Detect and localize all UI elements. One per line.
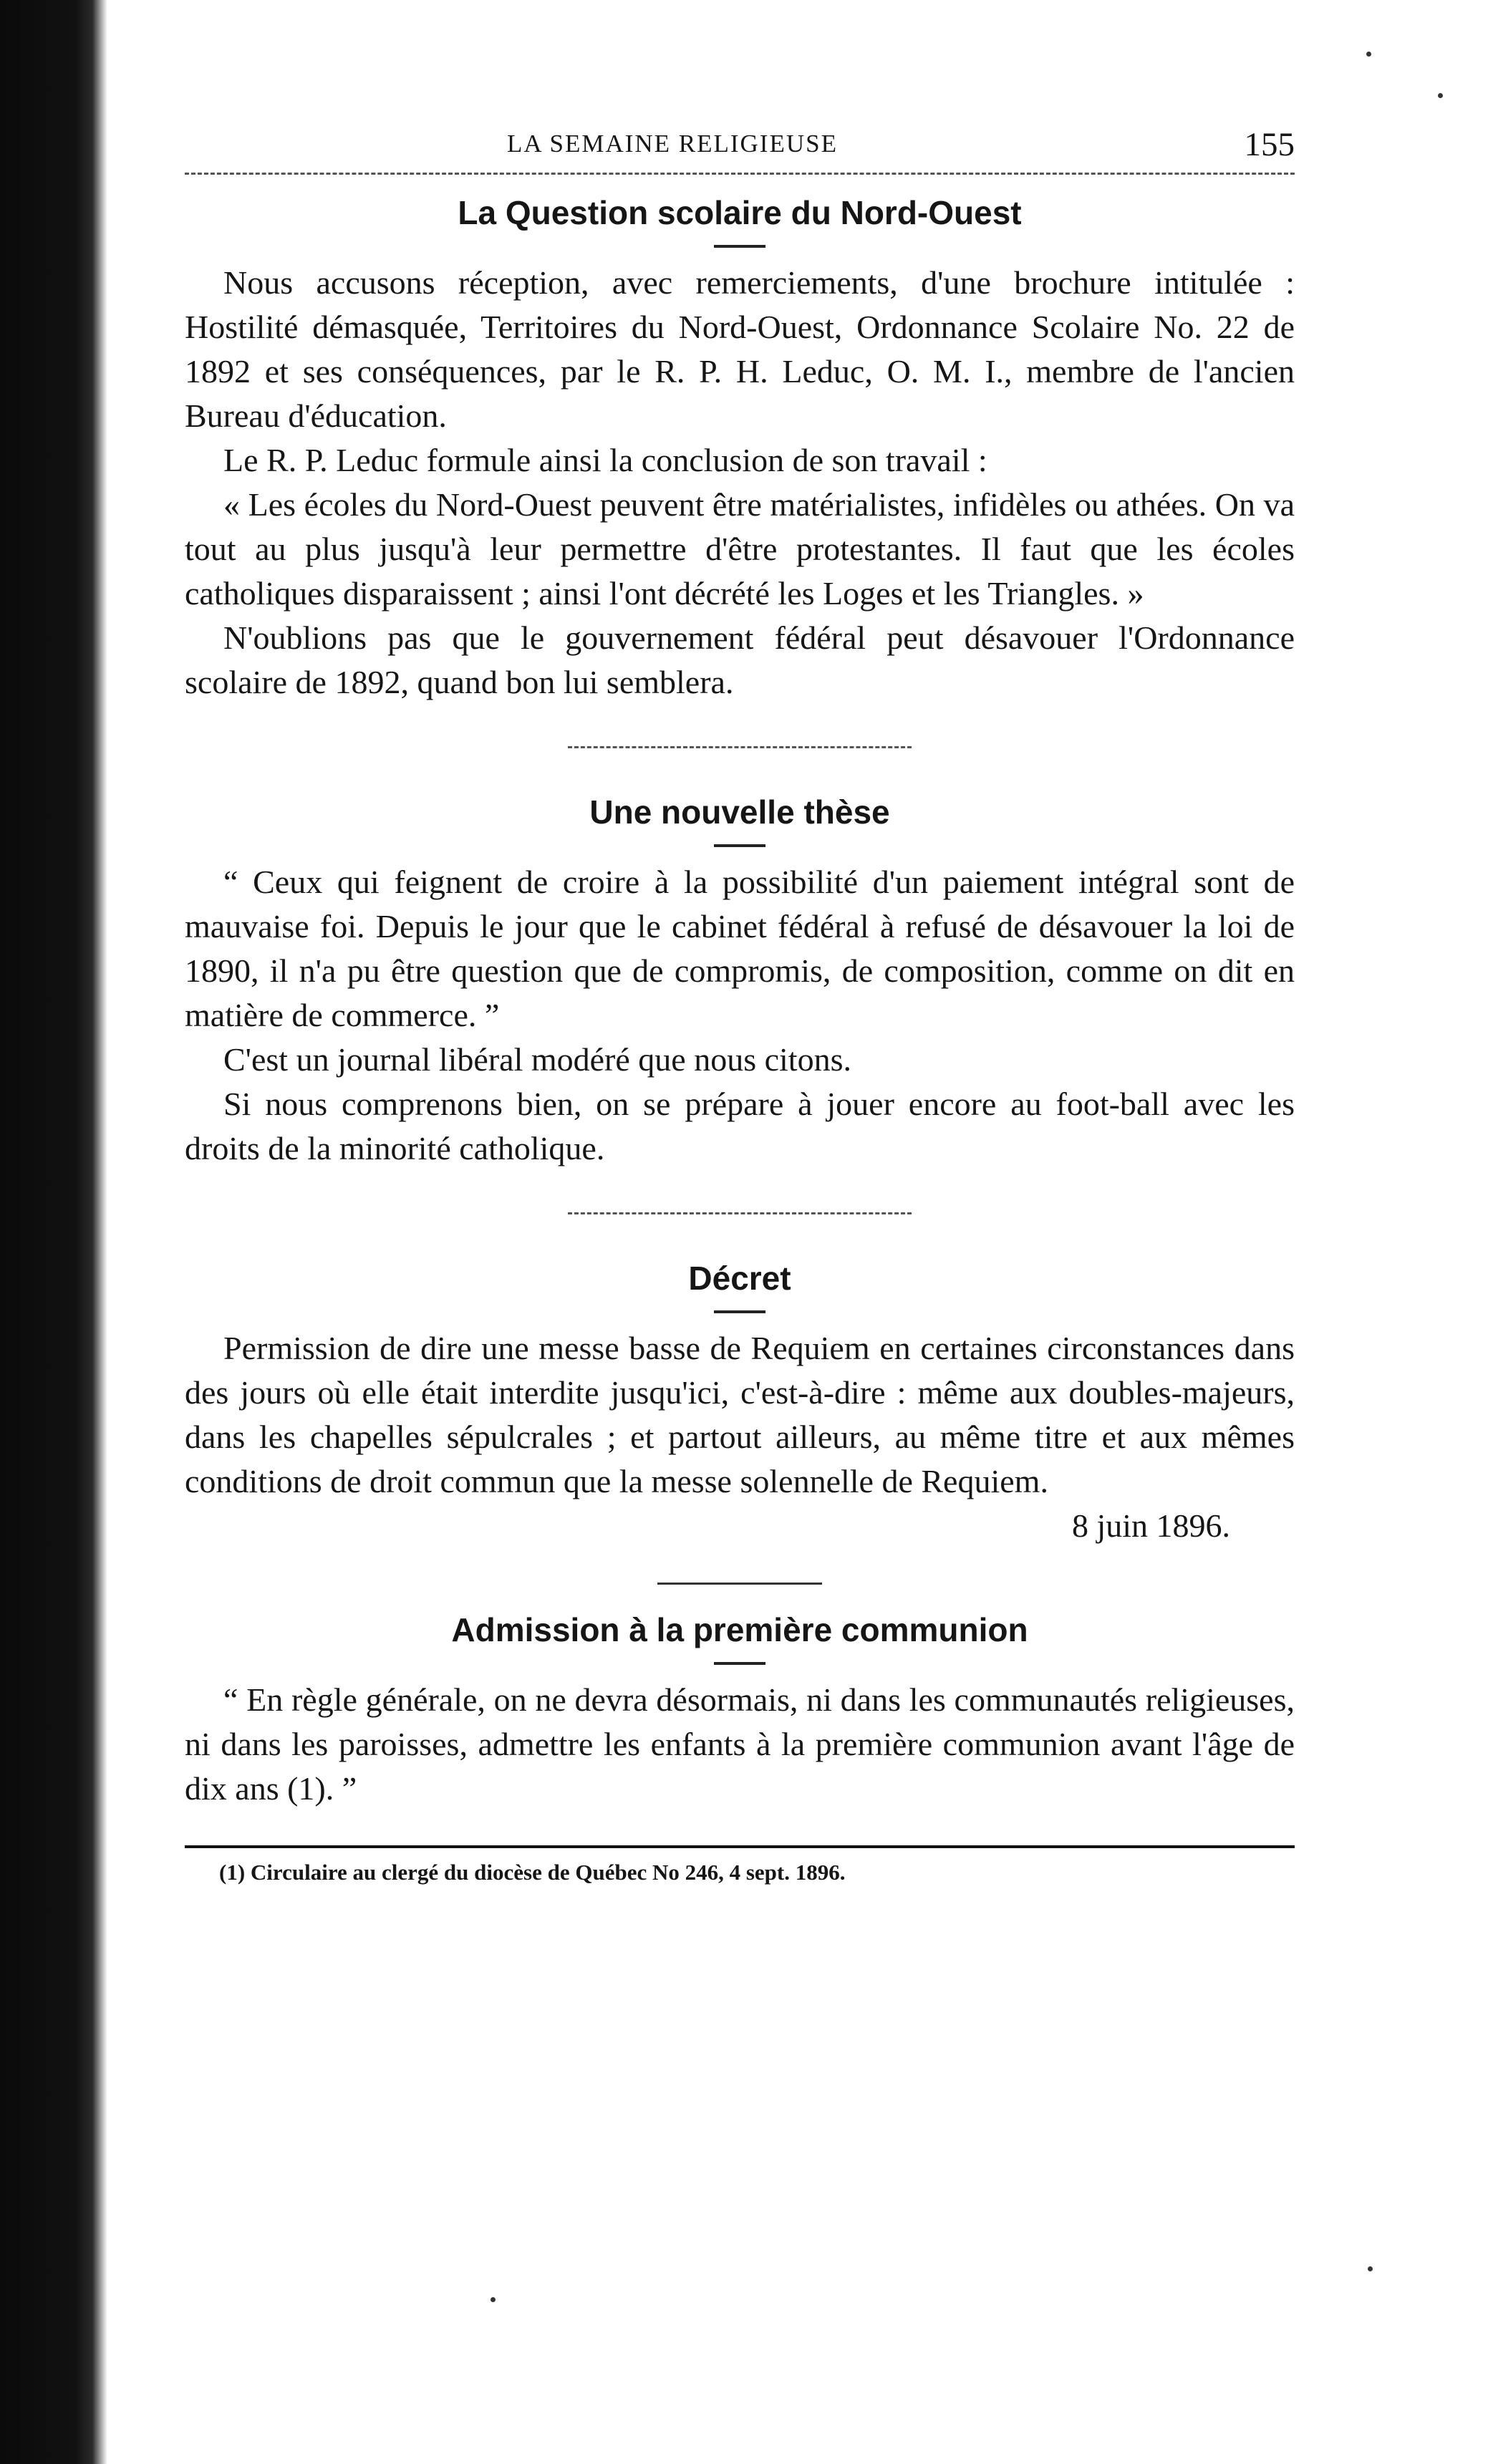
paragraph: N'oublions pas que le gouvernement fédéral peut désavouer l'Ordonnance scolaire de 1892, quand bon lui semblera.: [185, 619, 1295, 700]
paragraph: Permission de dire une messe basse de Requiem en certaines circonstances dans des jours où elle était interdite jusqu'ici, c'est-à-dire : même aux doubles-majeurs, dans les chapelles sépulcrales ; et partout ailleurs, au même titre et aux mêmes conditions de droit commun que la messe solennelle de Requiem.: [185, 1330, 1295, 1499]
section-separator: [568, 1212, 912, 1214]
article-nouvelle-these: [185, 790, 1295, 1171]
paragraph: C'est un journal libéral modéré que nous citons.: [223, 1041, 851, 1078]
title-dash: [714, 1662, 765, 1665]
section-title: La Question scolaire du Nord-Ouest: [458, 194, 1022, 231]
article-decret: [185, 1256, 1295, 1548]
scanned-page: [185, 125, 1295, 2374]
article-premiere-communion: [185, 1608, 1295, 1811]
title-dash: [714, 844, 765, 847]
scan-speck: [1368, 2266, 1373, 2271]
running-header: [185, 125, 1295, 175]
scan-speck: [1438, 93, 1443, 98]
page-binding-edge: [0, 0, 107, 2464]
footnote: (1) Circulaire au clergé du diocèse de Québec No 246, 4 sept. 1896.: [219, 1860, 846, 1885]
section-separator: [568, 746, 912, 748]
paragraph: Le R. P. Leduc formule ainsi la conclusion de son travail :: [223, 442, 987, 478]
running-title: LA SEMAINE RELIGIEUSE: [507, 130, 838, 158]
article-question-scolaire: [185, 190, 1295, 705]
footnote-rule: [185, 1845, 1295, 1848]
section-title: Admission à la première communion: [451, 1611, 1028, 1648]
section-title: Une nouvelle thèse: [589, 793, 890, 831]
scan-speck: [1366, 52, 1371, 57]
quoted-paragraph: “ Ceux qui feignent de croire à la possibilité d'un paiement intégral sont de mauvaise foi. Depuis le jour que le cabinet fédéral à refusé de désavouer la loi de 1890, il n'a pu être question que de compromis, de composition, comme on dit en matière de commerce. ”: [185, 864, 1295, 1033]
decree-date: 8 juin 1896.: [1071, 1507, 1230, 1544]
quoted-paragraph: “ En règle générale, on ne devra désormais, ni dans les communautés religieuses, ni dans les paroisses, admettre les enfants à la première communion avant l'âge de dix ans (1). ”: [185, 1681, 1295, 1807]
title-dash: [714, 1310, 765, 1313]
quoted-paragraph: « Les écoles du Nord-Ouest peuvent être matérialistes, infidèles ou athées. On va tout au plus jusqu'à leur permettre d'être protestantes. Il faut que les écoles catholiques disparaissent ; ainsi l'ont décrété les Loges et les Triangles. »: [185, 486, 1295, 612]
section-rule: [657, 1583, 822, 1585]
paragraph: Si nous comprenons bien, on se prépare à jouer encore au foot-ball avec les droits de la minorité catholique.: [185, 1086, 1295, 1166]
section-title: Décret: [688, 1260, 791, 1297]
title-dash: [714, 245, 765, 248]
page-number: 155: [1244, 126, 1295, 163]
scan-speck: [491, 2297, 496, 2302]
paragraph: Nous accusons réception, avec remerciements, d'une brochure intitulée : Hostilité démasquée, Territoires du Nord-Ouest, Ordonnance Scolaire No. 22 de 1892 et ses conséquences, par le R. P. H. Leduc, O. M. I., membre de l'ancien Bureau d'éducation.: [185, 264, 1295, 434]
